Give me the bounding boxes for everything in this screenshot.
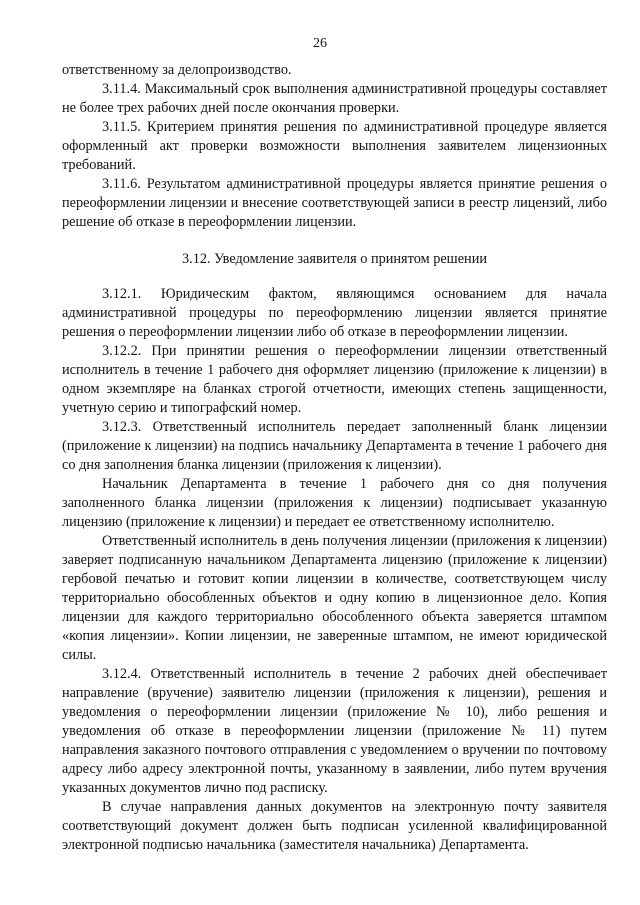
paragraph-certification: Ответственный исполнитель в день получения лицензии (приложения к лицензии) заверяет подписанную начальником Департамента лицензию (приложение к лицензии) гербовой печатью и готовит копии лицензии в количестве, соответствующем числу территориально обособленных объектов и одну копию в лицензионное дело. Копия лицензии для каждого территориально обособленного объекта заверяется штампом «копия лицензии». Копии лицензии, не заверенные штампом, не имеют юридической силы. [62,533,607,663]
paragraph-3-12-1: 3.12.1. Юридическим фактом, являющимся основанием для начала административной процедуры по переоформлению лицензии является принятие решения о переоформлении лицензии либо об отказе в переоформлении лицензии. [62,286,607,340]
paragraph-electronic-delivery: В случае направления данных документов на электронную почту заявителя соответствующий документ должен быть подписан усиленной квалифицированной электронной подписью начальника (заместителя начальника) Департамента. [62,799,607,853]
paragraph-3-11-4: 3.11.4. Максимальный срок выполнения административной процедуры составляет не более трех рабочих дней после окончания проверки. [62,81,607,116]
paragraph-continuation: ответственному за делопроизводство. [62,62,292,78]
paragraph-3-11-5: 3.11.5. Критерием принятия решения по административной процедуре является оформленный акт проверки возможности выполнения заявителем лицензионных требований. [62,119,607,173]
section-heading: 3.12. Уведомление заявителя о принятом решении [181,251,487,267]
page-number: 26 [313,36,327,51]
paragraph-3-12-2: 3.12.2. При принятии решения о переоформлении лицензии ответственный исполнитель в течение 1 рабочего дня оформляет лицензию (приложение к лицензии) в одном экземпляре на бланках строгой отчетности, имеющих степень защищенности, учетную серию и типографский номер. [62,343,607,416]
document-body [62,61,607,855]
paragraph-head-signs: Начальник Департамента в течение 1 рабочего дня со дня получения заполненного бланка лицензии (приложения к лицензии) подписывает указанную лицензию (приложение к лицензии) и передает ее ответственному исполнителю. [62,476,607,530]
paragraph-3-12-3: 3.12.3. Ответственный исполнитель передает заполненный бланк лицензии (приложение к лицензии) на подпись начальнику Департамента в течение 1 рабочего дня со дня заполнения бланка лицензии (приложения к лицензии). [62,419,607,473]
paragraph-3-11-6: 3.11.6. Результатом административной процедуры является принятие решения о переоформлении лицензии и внесение соответствующей записи в реестр лицензий, либо решение об отказе в переоформлении лицензии. [62,176,607,230]
paragraph-3-12-4: 3.12.4. Ответственный исполнитель в течение 2 рабочих дней обеспечивает направление (вручение) заявителю лицензии (приложения к лицензии), решения и уведомления о переоформлении лицензии (приложение № 10), либо решения и уведомления об отказе в переоформлении лицензии (приложение № 11) путем направления заказного почтового отправления с уведомлением о вручении по почтовому адресу либо адресу электронной почты, указанному в заявлении, либо путем вручения указанных документов лично под расписку. [62,666,607,796]
